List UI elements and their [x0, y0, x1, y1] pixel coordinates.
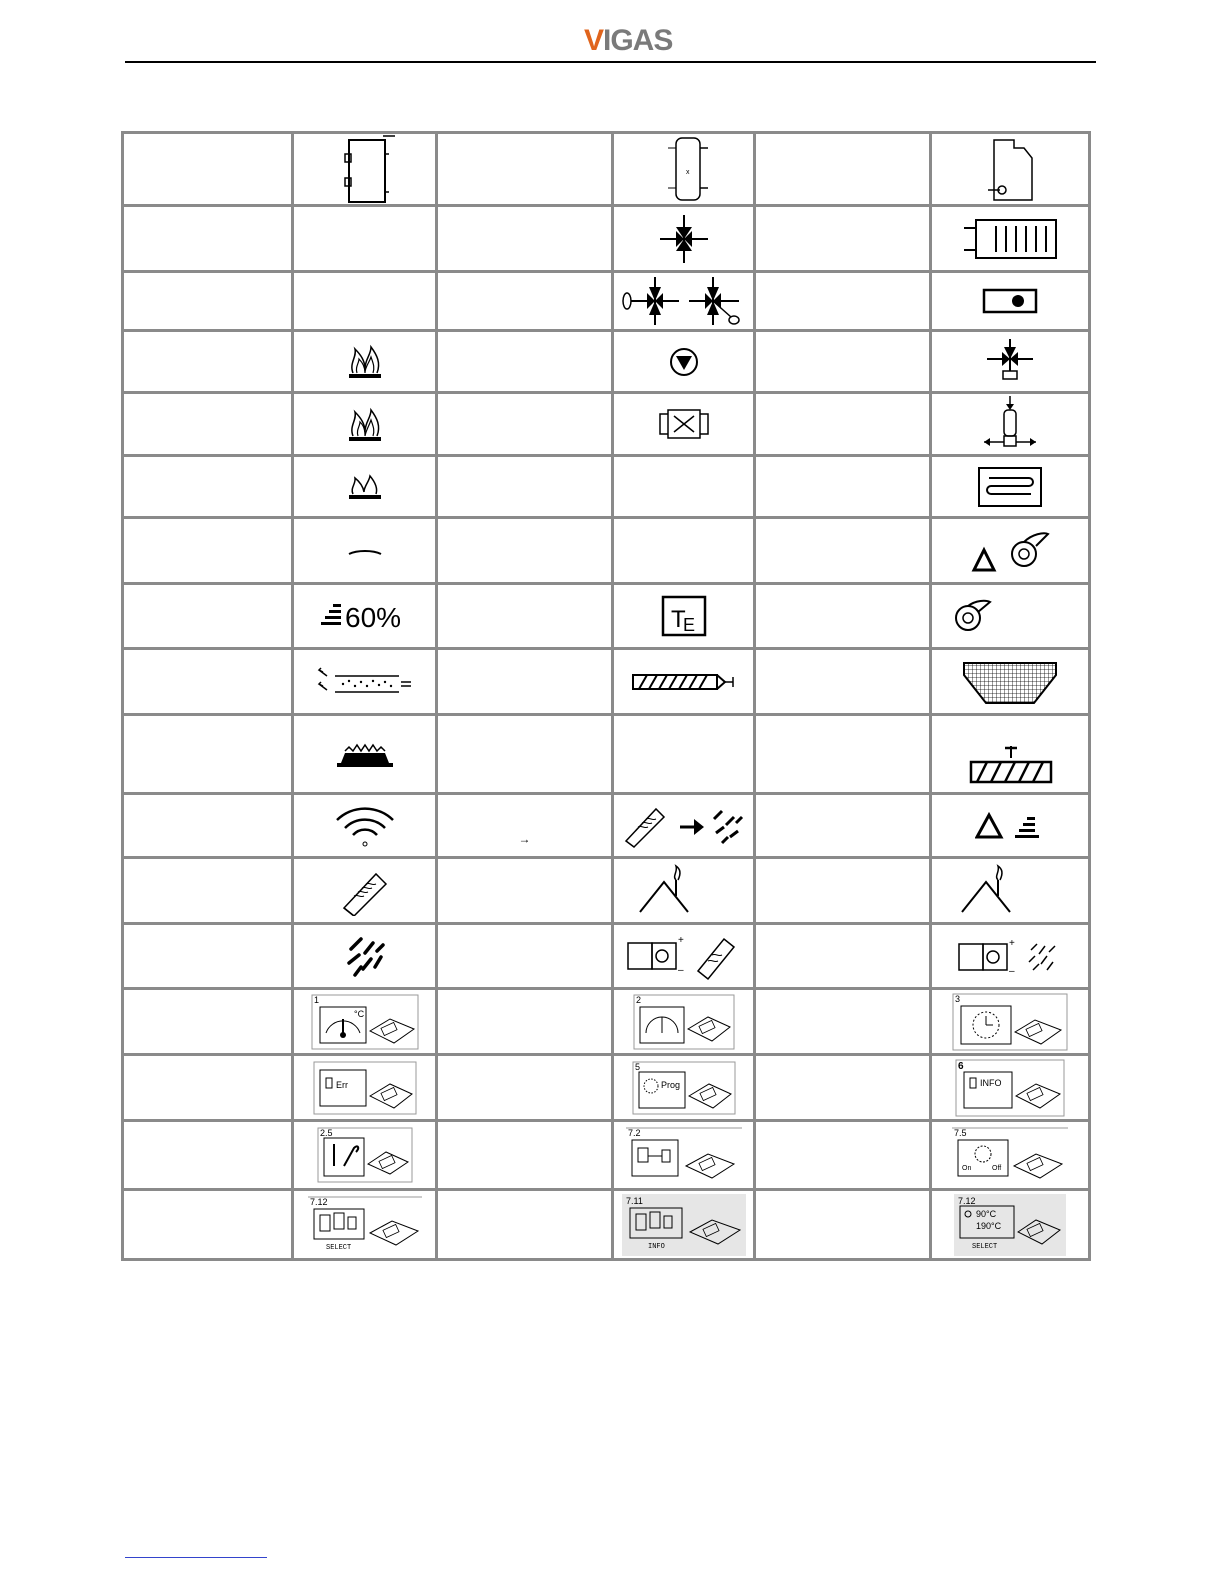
auger-motor-icon	[965, 744, 1055, 788]
screen-info: INFO	[980, 1077, 1002, 1088]
delta-fan-icon	[968, 526, 1052, 576]
label-cell	[123, 989, 293, 1055]
label-cell	[123, 272, 293, 331]
icon-cell	[293, 456, 437, 518]
label-cell	[123, 518, 293, 584]
label-cell	[437, 133, 613, 206]
table-row	[123, 518, 1090, 584]
label-cell	[437, 989, 613, 1055]
screen-num-7: 2.5	[319, 1128, 333, 1138]
icon-cell	[293, 858, 437, 924]
label-cell	[437, 456, 613, 518]
switch-icon	[980, 286, 1040, 316]
screen-prog: Prog	[660, 1079, 680, 1090]
label-cell	[437, 584, 613, 649]
label-cell	[755, 1055, 931, 1121]
label-cell	[123, 1190, 293, 1260]
switch-pellet-icon	[955, 936, 1065, 976]
boiler-icon	[335, 134, 395, 204]
icon-cell	[293, 1190, 437, 1260]
icon-cell	[613, 331, 755, 393]
menu-program-icon	[631, 1060, 737, 1116]
icon-cell	[931, 272, 1090, 331]
label-cell	[123, 456, 293, 518]
water-heater-icon	[980, 134, 1040, 204]
screen-num-9: 7.5	[954, 1128, 967, 1138]
screen-num-3: 3	[955, 993, 961, 1004]
icon-cell	[293, 1055, 437, 1121]
svg-text:x: x	[685, 169, 689, 176]
menu-connection-icon	[624, 1126, 744, 1184]
label-cell	[755, 584, 931, 649]
wifi-icon	[333, 804, 397, 848]
heat-exchanger-icon	[315, 664, 415, 700]
label-cell	[755, 794, 931, 858]
icon-cell	[931, 584, 1090, 649]
label-cell	[123, 584, 293, 649]
label-cell	[437, 794, 613, 858]
label-cell	[437, 518, 613, 584]
menu-info-diagram-icon	[622, 1194, 746, 1256]
screen-num-8: 7.2	[627, 1128, 641, 1138]
menu-error-icon	[312, 1060, 418, 1116]
icon-cell	[931, 133, 1090, 206]
icon-cell	[931, 331, 1090, 393]
exhaust-temp-icon	[659, 593, 709, 639]
te-t: T	[670, 606, 686, 633]
menu-onoff-icon	[950, 1126, 1070, 1184]
icon-cell	[613, 133, 755, 206]
label-cell	[437, 331, 613, 393]
radiator-icon	[960, 216, 1060, 262]
label-cell	[437, 649, 613, 715]
label-cell	[755, 924, 931, 989]
icon-cell	[931, 858, 1090, 924]
label-cell	[613, 715, 755, 794]
icon-cell	[931, 924, 1090, 989]
fuel-hopper-icon	[960, 657, 1060, 707]
icon-cell	[613, 1055, 755, 1121]
screen-num-11: 7.11	[625, 1195, 643, 1206]
label-cell	[755, 272, 931, 331]
pump-icon	[667, 345, 701, 379]
label-cell	[437, 715, 613, 794]
label-cell	[437, 393, 613, 456]
valve-icon	[654, 211, 714, 267]
svg-text:+: +	[677, 935, 684, 946]
label-cell	[755, 456, 931, 518]
pellets-icon	[343, 935, 387, 977]
label-cell	[437, 924, 613, 989]
icon-cell	[931, 1055, 1090, 1121]
icon-cell	[293, 518, 437, 584]
table-row	[123, 649, 1090, 715]
menu-clock-icon	[951, 992, 1069, 1052]
screen-num-5: 5	[634, 1061, 640, 1072]
icon-cell	[293, 1121, 437, 1190]
icon-cell	[613, 206, 755, 272]
svg-text:–: –	[1009, 966, 1015, 976]
label-cell	[437, 858, 613, 924]
label-cell	[123, 715, 293, 794]
screen-num-2: 2	[635, 994, 641, 1005]
table-row	[123, 456, 1090, 518]
chimney-icon-2	[960, 864, 1020, 918]
icon-cell	[931, 456, 1090, 518]
label-cell	[123, 331, 293, 393]
brand-logo-rest: IGAS	[603, 24, 673, 57]
te-e: E	[682, 615, 695, 635]
screen-select-1: SELECT	[325, 1243, 351, 1252]
label-cell	[755, 1190, 931, 1260]
icon-cell	[293, 133, 437, 206]
icon-cell	[931, 794, 1090, 858]
icon-cell	[613, 1121, 755, 1190]
three-way-valve-icon	[980, 394, 1040, 454]
table-row	[123, 393, 1090, 456]
label-cell	[755, 331, 931, 393]
label-cell	[437, 1055, 613, 1121]
label-cell	[123, 649, 293, 715]
brand-logo	[584, 24, 672, 58]
icon-cell	[931, 989, 1090, 1055]
icon-cell	[293, 794, 437, 858]
label-cell	[123, 393, 293, 456]
motorized-valve-icon	[983, 337, 1037, 387]
table-row	[123, 272, 1090, 331]
icon-cell	[293, 393, 437, 456]
menu-temperature-icon	[310, 993, 420, 1051]
label-cell	[755, 206, 931, 272]
label-cell	[755, 393, 931, 456]
screen-off: Off	[992, 1165, 1002, 1172]
label-cell	[123, 1121, 293, 1190]
flame-off-icon	[345, 546, 385, 556]
icon-table	[121, 131, 1091, 1261]
screen-temp-2: 190°C	[976, 1220, 1002, 1231]
switch-wood-icon	[624, 931, 744, 981]
flame-small-icon	[345, 472, 385, 502]
svg-text:+: +	[1009, 938, 1015, 949]
delta-power-icon	[975, 811, 1045, 841]
icon-cell	[293, 331, 437, 393]
chimney-icon	[638, 864, 698, 918]
label-cell	[437, 1121, 613, 1190]
label-cell	[613, 456, 755, 518]
screen-num-1: 1	[313, 994, 319, 1005]
menu-service-icon	[316, 1126, 414, 1184]
label-cell	[437, 206, 613, 272]
tank-icon	[654, 134, 714, 204]
screen-select-2: SELECT	[972, 1242, 998, 1251]
label-cell	[123, 206, 293, 272]
icon-cell	[931, 518, 1090, 584]
menu-info-icon	[954, 1058, 1066, 1118]
icon-cell	[293, 924, 437, 989]
feed-screw-icon	[629, 667, 739, 697]
label-cell	[123, 858, 293, 924]
label-cell	[755, 133, 931, 206]
label-cell	[755, 649, 931, 715]
icon-cell	[931, 393, 1090, 456]
table-row	[123, 206, 1090, 272]
brand-logo-accent: V	[584, 24, 604, 57]
header-rule	[125, 61, 1096, 63]
wood-log-icon	[340, 866, 390, 916]
label-cell	[123, 924, 293, 989]
label-cell	[755, 715, 931, 794]
icon-cell	[293, 715, 437, 794]
label-cell	[293, 272, 437, 331]
screen-info-2: INFO	[647, 1242, 665, 1251]
flame-medium-icon	[345, 404, 385, 444]
icon-cell	[613, 649, 755, 715]
burner-icon	[335, 737, 395, 771]
table-row	[123, 584, 1090, 649]
svg-text:°C: °C	[353, 1008, 364, 1019]
icon-cell	[293, 584, 437, 649]
icon-cell	[613, 924, 755, 989]
table-row	[123, 794, 1090, 858]
screen-on: On	[962, 1165, 972, 1172]
footer-link-underline	[125, 1557, 267, 1558]
label-cell	[755, 1121, 931, 1190]
wood-to-pellet-icon	[622, 801, 746, 851]
label-cell	[437, 1190, 613, 1260]
icon-cell	[931, 1190, 1090, 1260]
table-row	[123, 1121, 1090, 1190]
floor-heating-icon	[975, 464, 1045, 510]
fan-icon	[952, 598, 992, 634]
screen-num-6: 6	[958, 1060, 964, 1072]
table-row	[123, 133, 1090, 206]
icon-cell	[931, 206, 1090, 272]
label-cell	[437, 272, 613, 331]
label-cell	[755, 858, 931, 924]
label-cell	[755, 989, 931, 1055]
mixer-box-icon	[654, 404, 714, 444]
label-cell	[293, 206, 437, 272]
screen-num-10: 7.12	[309, 1196, 328, 1207]
label-cell	[755, 518, 931, 584]
table-row	[123, 331, 1090, 393]
table-row	[123, 858, 1090, 924]
menu-gauge-icon	[632, 993, 736, 1051]
label-cell	[613, 518, 755, 584]
icon-cell	[613, 272, 755, 331]
label-cell	[123, 1055, 293, 1121]
arrow-glyph: →	[518, 832, 531, 846]
screen-err: Err	[335, 1079, 348, 1090]
menu-select-icon	[306, 1195, 424, 1255]
icon-cell	[293, 649, 437, 715]
power-percent: 60%	[344, 602, 401, 633]
menu-temp-select-icon	[954, 1194, 1066, 1256]
label-cell	[123, 133, 293, 206]
label-cell	[123, 794, 293, 858]
icon-cell	[613, 858, 755, 924]
thermostatic-valve-icon	[619, 273, 749, 329]
icon-cell	[931, 715, 1090, 794]
table-row	[123, 924, 1090, 989]
flame-large-icon	[345, 343, 385, 381]
icon-cell	[613, 989, 755, 1055]
screen-temp-1: 90°C	[976, 1208, 997, 1219]
icon-cell	[613, 584, 755, 649]
icon-cell	[613, 1190, 755, 1260]
power-level-icon	[315, 598, 415, 634]
icon-cell	[613, 794, 755, 858]
screen-num-12: 7.12	[958, 1195, 976, 1206]
table-row	[123, 715, 1090, 794]
svg-text:–: –	[677, 965, 684, 976]
icon-cell	[293, 989, 437, 1055]
icon-cell	[931, 1121, 1090, 1190]
table-row	[123, 1055, 1090, 1121]
icon-cell	[931, 649, 1090, 715]
table-row	[123, 989, 1090, 1055]
icon-cell	[613, 393, 755, 456]
table-row	[123, 1190, 1090, 1260]
